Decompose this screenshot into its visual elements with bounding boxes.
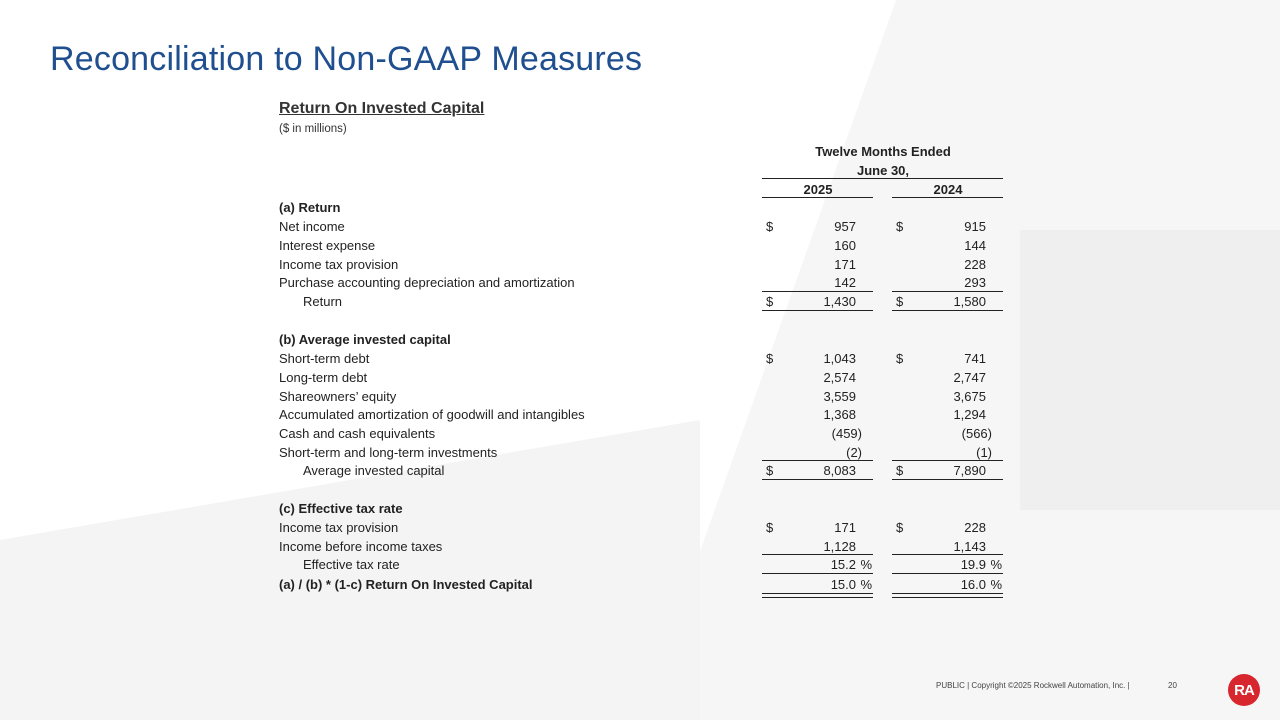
period-label: Twelve Months Ended <box>815 144 951 159</box>
table-row: Return $ 1,430 $ 1,580 <box>303 294 986 309</box>
row-label: Effective tax rate <box>303 557 400 572</box>
table-row: Income before income taxes 1,128 1,143 <box>279 539 986 554</box>
row-label: Purchase accounting depreciation and amortization <box>279 275 575 290</box>
row-label: Cash and cash equivalents <box>279 426 436 441</box>
row-label: Shareowners’ equity <box>279 389 397 404</box>
double-total-rule <box>892 593 1003 598</box>
table-row: Shareowners’ equity 3,559 3,675 <box>279 389 986 404</box>
row-label: Income before income taxes <box>279 539 443 554</box>
row-label: Average invested capital <box>303 463 445 478</box>
row-label: Short-term debt <box>279 351 370 366</box>
total-rule <box>892 479 1003 480</box>
table-heading: Return On Invested Capital <box>279 100 485 117</box>
table-row: Income tax provision 171 228 <box>279 257 986 272</box>
roic-table <box>279 100 1019 592</box>
period-header-row <box>279 142 1019 161</box>
subtotal-rule <box>892 573 1003 574</box>
section-title: (b) Average invested capital <box>279 332 451 347</box>
page-title: Reconciliation to Non-GAAP Measures <box>50 40 643 78</box>
table-row: Average invested capital $ 8,083 $ 7,890 <box>303 463 986 478</box>
background-shape <box>1020 230 1280 510</box>
header-rule <box>762 178 1003 179</box>
page-number: 20 <box>1168 681 1177 690</box>
row-label: Accumulated amortization of goodwill and intangibles <box>279 407 585 422</box>
section-title: (c) Effective tax rate <box>279 501 403 516</box>
table-row-final: (a) / (b) * (1-c) Return On Invested Capital 15.0 % 16.0 % <box>279 577 1002 592</box>
row-label: Income tax provision <box>279 520 399 535</box>
row-label: Long-term debt <box>279 370 368 385</box>
table-row: Short-term and long-term investments (2) (1) <box>279 445 992 460</box>
table-row: Interest expense 160 144 <box>279 238 986 253</box>
column-2024: 2024 <box>933 182 963 197</box>
header-rule <box>762 197 873 198</box>
subtotal-rule <box>762 573 873 574</box>
total-rule <box>762 479 873 480</box>
table-subheading: ($ in millions) <box>279 123 347 135</box>
total-rule <box>892 310 1003 311</box>
table-row: Cash and cash equivalents (459) (566) <box>279 426 992 441</box>
footer-copyright: PUBLIC | Copyright ©2025 Rockwell Automation, Inc. | <box>936 681 1130 690</box>
row-label: Short-term and long-term investments <box>279 445 498 460</box>
rockwell-logo: RA <box>1228 674 1260 706</box>
section-title: (a) Return <box>279 200 341 215</box>
double-total-rule <box>762 593 873 598</box>
row-label: Return <box>303 294 343 309</box>
table-row: Purchase accounting depreciation and amortization 142 293 <box>279 275 986 290</box>
header-rule <box>892 197 1003 198</box>
total-rule <box>762 310 873 311</box>
row-label: Net income <box>279 219 345 234</box>
table-row: Net income $ 957 $ 915 <box>279 219 986 234</box>
period-date: June 30, <box>856 163 910 178</box>
table-row: Short-term debt $ 1,043 $ 741 <box>279 351 986 366</box>
table-row: Effective tax rate 15.2 % 19.9 % <box>303 557 1002 572</box>
row-label: (a) / (b) * (1-c) Return On Invested Capital <box>279 577 533 592</box>
table-row: Accumulated amortization of goodwill and intangibles 1,368 1,294 <box>279 407 986 422</box>
table-row: Income tax provision $ 171 $ 228 <box>279 520 986 535</box>
column-2025: 2025 <box>803 182 833 197</box>
table-row: Long-term debt 2,574 2,747 <box>279 370 986 385</box>
row-label: Interest expense <box>279 238 376 253</box>
row-label: Income tax provision <box>279 257 399 272</box>
